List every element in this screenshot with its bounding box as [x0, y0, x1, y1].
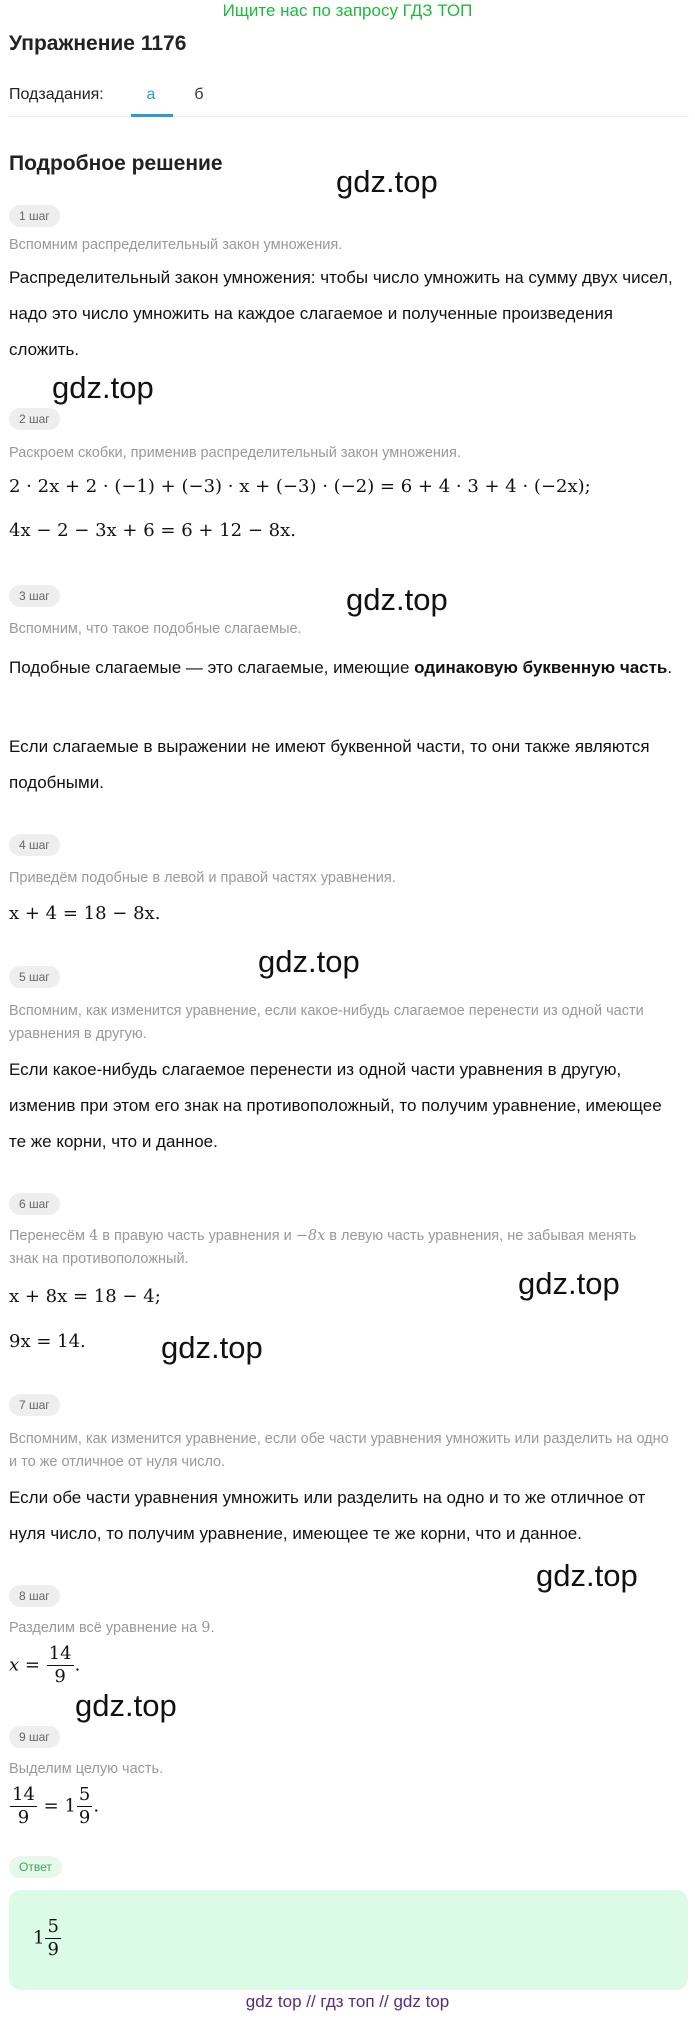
solution-title: Подробное решение [9, 152, 223, 175]
math-end: . [74, 1654, 81, 1676]
step-badge: 2 шаг [9, 408, 60, 430]
step-badge: 4 шаг [9, 834, 60, 856]
watermark: gdz.top [161, 1330, 263, 1365]
step-hint: Приведём подобные в левой и правой частях уравнения. [9, 870, 396, 886]
step-text: Если какое-нибудь слагаемое перенести из одной части уравнения в другую, изменив при этом его знак на противоположный, то получим уравнение, имеющее те же корни, что и данное. [9, 1060, 662, 1151]
subtasks-bar [9, 78, 689, 117]
hint-text: в левую часть уравнения, не забывая менять знак на противоположный. [9, 1228, 637, 1267]
step-badge: 6 шаг [9, 1193, 60, 1215]
fraction-denominator: 9 [17, 1807, 30, 1828]
watermark: gdz.top [518, 1266, 620, 1301]
step-hint: Вспомним, как изменится уравнение, если обе части уравнения умножить или разделить на одно и то же отличное от нуля число. [9, 1431, 669, 1470]
subtask-tab-b[interactable]: б [194, 86, 204, 103]
fraction-numerator: 5 [47, 1916, 59, 1937]
promo-banner[interactable]: Ищите нас по запросу ГДЗ ТОП [222, 1, 473, 20]
math-line: x + 4 = 18 − 8x. [9, 903, 161, 924]
hint-math: 4 [89, 1228, 99, 1244]
answer-badge: Ответ [9, 1856, 62, 1878]
step-hint: Выделим целую часть. [9, 1761, 164, 1777]
watermark: gdz.top [336, 164, 438, 199]
fraction-numerator: 14 [12, 1784, 35, 1805]
subtasks-label: Подзадания: [9, 86, 104, 103]
definition-end: . [667, 658, 673, 677]
step-badge: 9 шаг [9, 1726, 60, 1748]
answer-box [9, 1890, 688, 1990]
step-text [9, 650, 679, 686]
fraction-numerator: 14 [48, 1643, 72, 1664]
step-hint: Раскроем скобки, применив распределительный закон умножения. [9, 445, 461, 461]
fraction-denominator: 9 [47, 1939, 59, 1960]
math-line: 4x − 2 − 3x + 6 = 6 + 12 − 8x. [9, 520, 296, 541]
step-hint [9, 1617, 669, 1640]
math-fraction-line [9, 1643, 80, 1688]
fraction [45, 1916, 60, 1961]
whole-part: 1 [64, 1795, 76, 1817]
math-line: 2 · 2x + 2 · (−1) + (−3) · x + (−3) · (−2) = 6 + 4 · 3 + 4 · (−2x); [9, 476, 591, 497]
step-badge: 3 шаг [9, 585, 60, 607]
step-hint: Вспомним распределительный закон умножения. [9, 237, 343, 253]
hint-text: Перенесём [9, 1228, 89, 1244]
step-badge: 7 шаг [9, 1394, 60, 1416]
watermark: gdz.top [536, 1558, 638, 1593]
active-tab-indicator [131, 114, 173, 117]
fraction-numerator: 5 [78, 1784, 91, 1805]
definition-text: Подобные слагаемые — это слагаемые, имеющие [9, 658, 415, 677]
math-fraction-line [9, 1784, 99, 1829]
definition-emphasis: одинаковую буквенную часть [414, 658, 668, 677]
fraction-denominator: 9 [78, 1807, 91, 1828]
math-line: x + 8x = 18 − 4; [9, 1286, 161, 1307]
subtask-tab-a[interactable]: а [146, 86, 156, 103]
hint-math: 9 [201, 1620, 211, 1636]
equals-sign: = [43, 1795, 59, 1817]
footer-links[interactable]: gdz top // гдз топ // gdz top [245, 1992, 450, 2011]
step-text: Если обе части уравнения умножить или разделить на одно и то же отличное от нуля число, то получим уравнение, имеющее те же корни, что и данное. [9, 1488, 646, 1543]
hint-math: −8x [295, 1228, 326, 1244]
step-hint: Вспомним, как изменится уравнение, если какое-нибудь слагаемое перенести из одной части уравнения в другую. [9, 1003, 644, 1042]
hint-text: . [210, 1620, 215, 1636]
step-badge: 5 шаг [9, 966, 60, 988]
hint-text: Разделим всё уравнение на [9, 1620, 202, 1636]
watermark: gdz.top [52, 370, 154, 405]
step-hint [9, 1225, 669, 1271]
answer-value [33, 1916, 62, 1961]
step-text: Распределительный закон умножения: чтобы число умножить на сумму двух чисел, надо это число умножить на каждое слагаемое и полученные произведения сложить. [9, 268, 673, 359]
step-hint: Вспомним, что такое подобные слагаемые. [9, 621, 302, 637]
fraction [77, 1784, 92, 1829]
fraction [47, 1643, 74, 1688]
hint-text: в правую часть уравнения и [98, 1228, 296, 1244]
step-text: Если слагаемые в выражении не имеют буквенной части, то они также являются подобными. [9, 737, 650, 792]
whole-part: 1 [33, 1927, 45, 1949]
watermark: gdz.top [346, 582, 448, 617]
math-line: 9x = 14. [9, 1331, 86, 1352]
math-lhs: x = [9, 1654, 40, 1676]
math-end: . [93, 1795, 100, 1817]
watermark: gdz.top [258, 944, 360, 979]
step-badge: 1 шаг [9, 205, 60, 227]
fraction-denominator: 9 [54, 1666, 66, 1687]
step-badge: 8 шаг [9, 1585, 60, 1607]
exercise-title: Упражнение 1176 [9, 32, 187, 55]
watermark: gdz.top [75, 1688, 177, 1723]
fraction [10, 1784, 37, 1829]
